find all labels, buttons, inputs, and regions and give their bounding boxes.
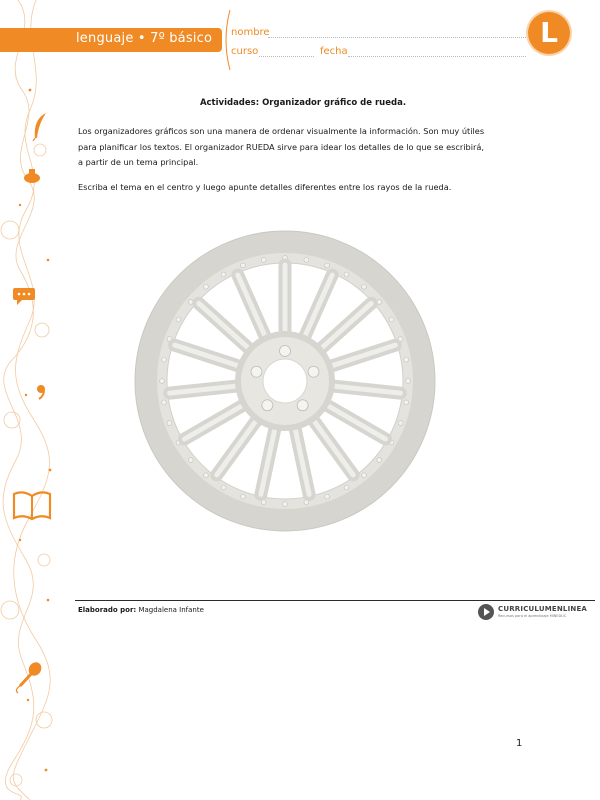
rim-bolt — [176, 317, 181, 322]
rim-bolt — [304, 257, 309, 262]
rim-bolt — [283, 502, 288, 507]
page-number: 1 — [516, 738, 523, 749]
rim-bolt — [344, 272, 349, 277]
intro-paragraph — [78, 124, 528, 171]
header-subject-grade — [76, 31, 212, 46]
rim-bolt — [241, 494, 246, 499]
play-icon — [478, 604, 494, 620]
wheel-center-topic-area — [263, 359, 307, 403]
grade-label: 7º básico — [150, 31, 213, 46]
rim-bolt — [167, 421, 172, 426]
rim-bolt — [161, 400, 166, 405]
hub-lug-nut — [262, 400, 273, 411]
header-divider — [220, 10, 234, 70]
rim-bolt — [404, 357, 409, 362]
footer-rule — [75, 600, 595, 601]
speech-bubble-icon — [12, 286, 36, 306]
rim-bolt — [221, 485, 226, 490]
rim-bolt — [204, 473, 209, 478]
curriculum-logo — [478, 604, 588, 622]
rim-bolt — [221, 272, 226, 277]
rim-bolt — [404, 400, 409, 405]
logo-subtext: Recursos para el aprendizaje MINEDUC — [498, 614, 567, 618]
logo-text: CURRICULUMENLINEA — [498, 605, 588, 613]
course-field-line[interactable] — [259, 56, 314, 57]
quill-icon — [30, 112, 50, 142]
rim-bolt — [377, 458, 382, 463]
separator-bullet: • — [137, 31, 146, 46]
name-field-label: nombre — [231, 27, 270, 38]
hub-lug-nut — [297, 400, 308, 411]
document-title: Actividades: Organizador gráfico de rueda. — [199, 98, 407, 108]
rim-bolt — [362, 284, 367, 289]
intro-line-1: Los organizadores gráficos son una manera de ordenar visualmente la información. Son muy útiles — [78, 126, 485, 136]
open-book-icon — [12, 488, 52, 522]
intro-line-3: a partir de un tema principal. — [78, 157, 199, 167]
rim-bolt — [362, 473, 367, 478]
hub-lug-nut — [280, 346, 291, 357]
name-field-line[interactable] — [268, 37, 526, 38]
hub-lug-nut — [251, 366, 262, 377]
instruction-text: Escriba el tema en el centro y luego apunte detalles diferentes entre los rayos de la rueda. — [78, 182, 452, 192]
date-field-line[interactable] — [348, 56, 526, 57]
instruction-paragraph — [78, 180, 528, 196]
author-name: Magdalena Infante — [138, 606, 204, 614]
intro-line-2: para planificar los textos. El organizador RUEDA sirve para idear los detalles de lo que se escribirá, — [78, 141, 484, 152]
rim-bolt — [325, 263, 330, 268]
subject-label: lenguaje — [76, 31, 134, 46]
rim-bolt — [406, 379, 411, 384]
rim-bolt — [161, 357, 166, 362]
author-label: Elaborado por: — [78, 606, 137, 614]
rim-bolt — [389, 317, 394, 322]
subject-logo-badge: L — [528, 12, 570, 54]
rim-bolt — [261, 257, 266, 262]
hub-lug-nut — [308, 366, 319, 377]
date-field-label: fecha — [320, 46, 348, 57]
rim-bolt — [204, 284, 209, 289]
rim-bolt — [325, 494, 330, 499]
course-field-label: curso — [231, 46, 259, 57]
wheel-organizer — [125, 213, 445, 543]
comma-icon — [36, 384, 46, 400]
rim-bolt — [160, 379, 165, 384]
inkpot-icon — [22, 166, 42, 184]
rim-bolt — [344, 485, 349, 490]
footer-author — [78, 606, 204, 614]
microphone-icon — [12, 660, 46, 694]
rim-bolt — [188, 458, 193, 463]
rim-bolt — [241, 263, 246, 268]
rim-bolt — [398, 421, 403, 426]
